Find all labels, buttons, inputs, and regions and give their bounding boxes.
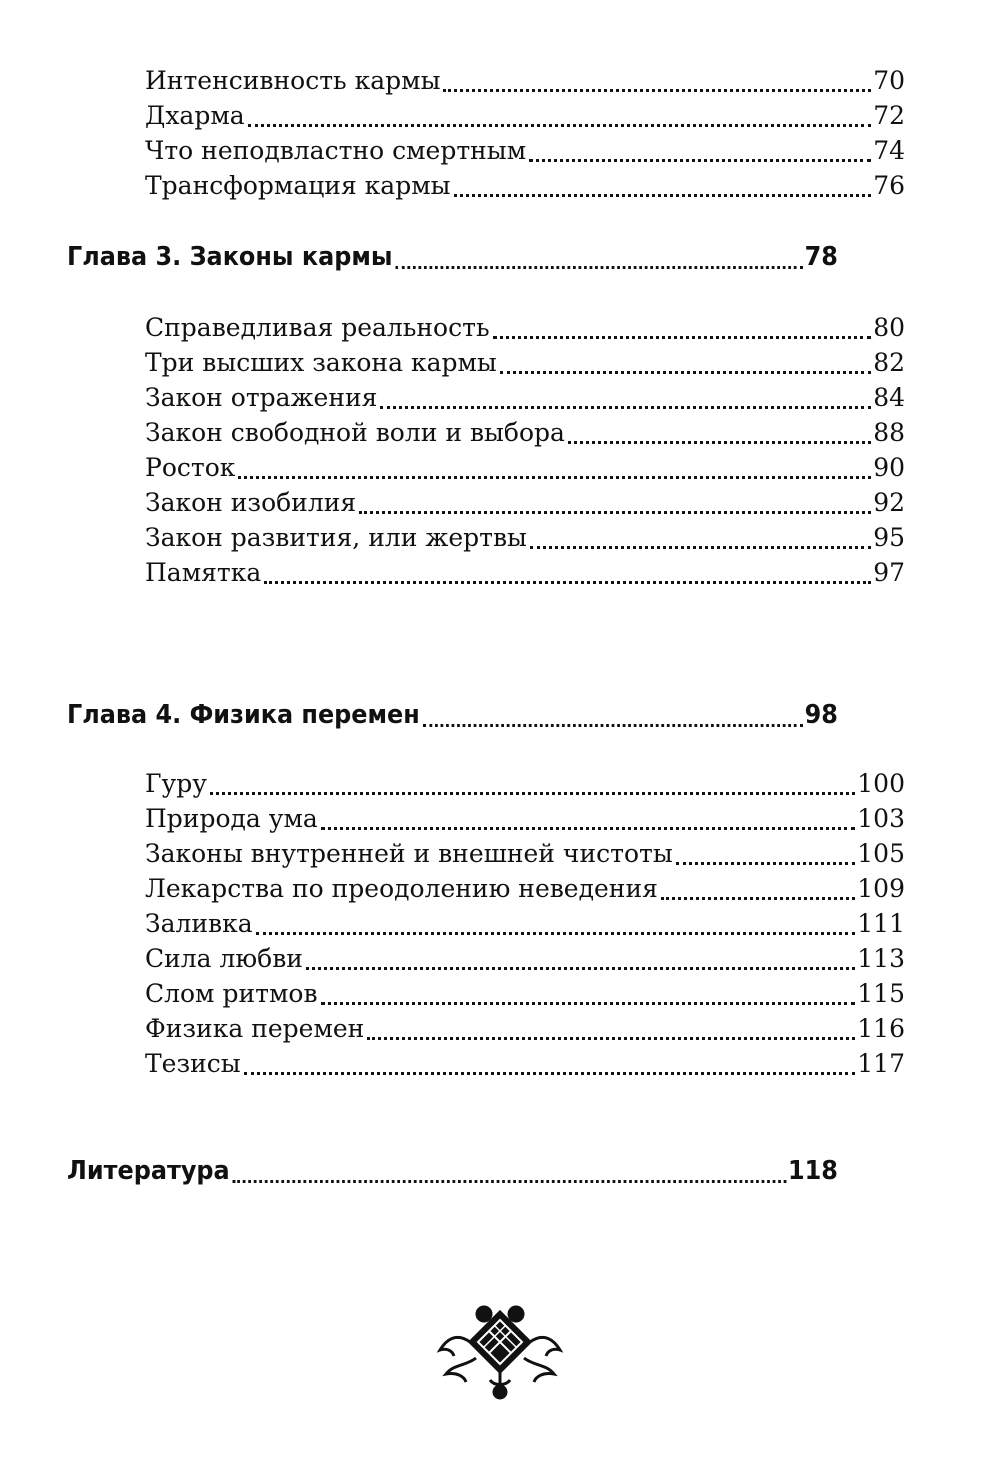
toc-entry-page: 70 xyxy=(873,66,905,95)
toc-literature-heading[interactable] xyxy=(67,1152,838,1190)
toc-entry-title: Законы внутренней и внешней чистоты xyxy=(145,839,673,868)
toc-entry-page: 80 xyxy=(873,313,905,342)
toc-entry[interactable] xyxy=(145,837,905,871)
dot-leader xyxy=(530,546,871,549)
toc-entry-page: 84 xyxy=(873,383,905,412)
dot-leader xyxy=(238,476,871,479)
dot-leader xyxy=(359,511,871,514)
toc-entry-page: 88 xyxy=(873,418,905,447)
toc-entry-title: Закон развития, или жертвы xyxy=(145,523,527,552)
toc-entry-title: Интенсивность кармы xyxy=(145,66,441,95)
dot-leader xyxy=(256,932,856,935)
toc-entry[interactable] xyxy=(145,1047,905,1081)
toc-entry[interactable] xyxy=(145,451,905,485)
toc-entry-title: Росток xyxy=(145,453,236,482)
toc-entry[interactable] xyxy=(145,767,905,801)
dot-leader xyxy=(500,371,871,374)
toc-entry-title: Лекарства по преодолению неведения xyxy=(145,874,658,903)
dot-leader xyxy=(321,827,855,830)
toc-entry[interactable] xyxy=(145,311,905,345)
toc-entry-page: 117 xyxy=(857,1049,905,1078)
toc-entry-title: Физика перемен xyxy=(145,1014,365,1043)
toc-entry-page: 109 xyxy=(857,874,905,903)
dot-leader xyxy=(244,1072,856,1075)
toc-entry-title: Закон свободной воли и выбора xyxy=(145,418,565,447)
toc-chapter-heading[interactable] xyxy=(67,696,838,734)
toc-entry-page: 74 xyxy=(873,136,905,165)
toc-entry-title: Природа ума xyxy=(145,804,318,833)
toc-entry[interactable] xyxy=(145,99,905,133)
toc-entry-title: Слом ритмов xyxy=(145,979,318,1008)
toc-entry-page: 97 xyxy=(873,558,905,587)
toc-entry-title: Сила любви xyxy=(145,944,303,973)
dot-leader xyxy=(395,266,803,269)
dot-leader xyxy=(568,441,871,444)
toc-entry-page: 115 xyxy=(857,979,905,1008)
chapter-page: 78 xyxy=(804,242,838,272)
toc-entry-page: 111 xyxy=(857,909,905,938)
literature-page: 118 xyxy=(788,1156,838,1186)
dot-leader xyxy=(232,1180,786,1183)
toc-entry[interactable] xyxy=(145,907,905,941)
toc-entry[interactable] xyxy=(145,942,905,976)
dot-leader xyxy=(248,124,872,127)
toc-entry-title: Трансформация кармы xyxy=(145,171,451,200)
toc-entry-title: Закон изобилия xyxy=(145,488,357,517)
toc-entry-title: Тезисы xyxy=(145,1049,241,1078)
dot-leader xyxy=(676,862,856,865)
chapter-page: 98 xyxy=(804,700,838,730)
dot-leader xyxy=(661,897,855,900)
dot-leader xyxy=(264,581,871,584)
toc-entry[interactable] xyxy=(145,486,905,520)
toc-entry-page: 116 xyxy=(857,1014,905,1043)
toc-entry-title: Закон отражения xyxy=(145,383,378,412)
dot-leader xyxy=(443,89,871,92)
toc-entry-title: Три высших закона кармы xyxy=(145,348,497,377)
toc-entry[interactable] xyxy=(145,416,905,450)
toc-entry-page: 103 xyxy=(857,804,905,833)
toc-entry-title: Справедливая реальность xyxy=(145,313,490,342)
toc-entry-page: 82 xyxy=(873,348,905,377)
toc-entry[interactable] xyxy=(145,521,905,555)
toc-entry[interactable] xyxy=(145,169,905,203)
toc-entry-page: 90 xyxy=(873,453,905,482)
toc-chapter-heading[interactable] xyxy=(67,238,838,276)
toc-entry-title: Дхарма xyxy=(145,101,245,130)
toc-entry-page: 72 xyxy=(873,101,905,130)
toc-entry-page: 100 xyxy=(857,769,905,798)
toc-entry-page: 76 xyxy=(873,171,905,200)
endless-knot-icon xyxy=(432,1302,568,1402)
toc-entry[interactable] xyxy=(145,134,905,168)
chapter-title: Глава 3. Законы кармы xyxy=(67,242,393,272)
dot-leader xyxy=(210,792,855,795)
toc-entry-page: 105 xyxy=(857,839,905,868)
toc-entry[interactable] xyxy=(145,872,905,906)
toc-entry[interactable] xyxy=(145,977,905,1011)
toc-entry-title: Заливка xyxy=(145,909,253,938)
toc-entry[interactable] xyxy=(145,802,905,836)
toc-entry-title: Гуру xyxy=(145,769,207,798)
toc-entry[interactable] xyxy=(145,381,905,415)
toc-entry[interactable] xyxy=(145,346,905,380)
toc-entry-page: 95 xyxy=(873,523,905,552)
toc-entry[interactable] xyxy=(145,1012,905,1046)
literature-title: Литература xyxy=(67,1156,230,1186)
toc-entry[interactable] xyxy=(145,64,905,98)
dot-leader xyxy=(423,724,803,727)
dot-leader xyxy=(454,194,872,197)
dot-leader xyxy=(321,1002,856,1005)
toc-entry-page: 113 xyxy=(857,944,905,973)
toc-entry-title: Что неподвластно смертным xyxy=(145,136,527,165)
dot-leader xyxy=(529,159,871,162)
dot-leader xyxy=(380,406,871,409)
chapter-title: Глава 4. Физика перемен xyxy=(67,700,420,730)
dot-leader xyxy=(493,336,872,339)
toc-entry[interactable] xyxy=(145,556,905,590)
toc-entry-page: 92 xyxy=(873,488,905,517)
dot-leader xyxy=(367,1037,855,1040)
toc-entry-title: Памятка xyxy=(145,558,262,587)
dot-leader xyxy=(306,967,855,970)
